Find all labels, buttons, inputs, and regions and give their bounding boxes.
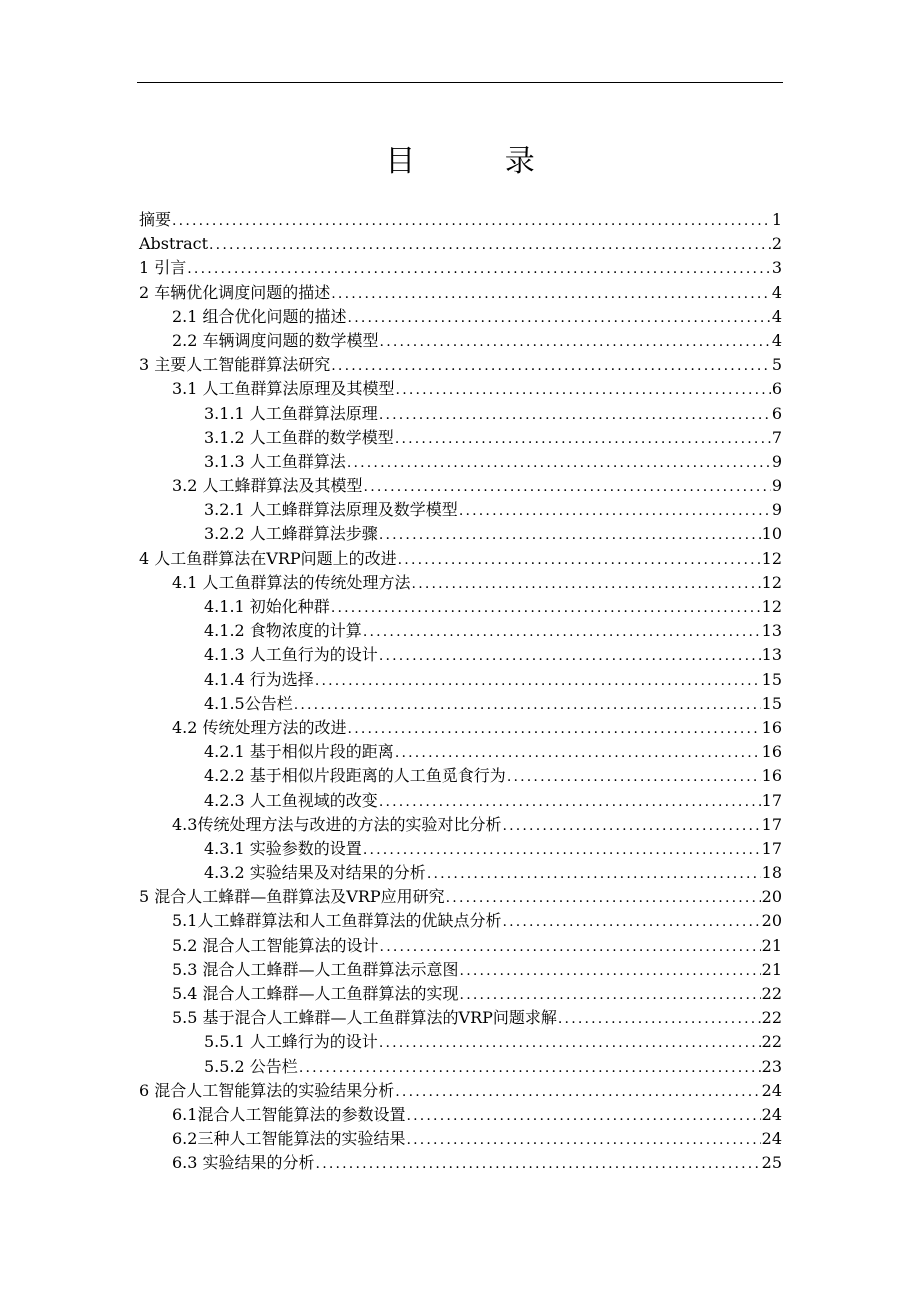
toc-leader-dots	[380, 935, 761, 959]
toc-entry-label: 3.1.3 人工鱼群算法	[204, 451, 346, 471]
toc-leader-dots	[363, 838, 761, 862]
toc-entry-page: 4	[771, 306, 782, 326]
toc-entry-page: 4	[771, 330, 782, 350]
toc-leader-dots	[299, 1056, 761, 1080]
toc-entry[interactable]	[139, 619, 782, 643]
toc-entry[interactable]	[139, 837, 782, 861]
toc-entry-label: 5.4 混合人工蜂群—人工鱼群算法的实现	[172, 984, 459, 1003]
toc-entry-page: 16	[761, 766, 782, 786]
toc-entry-page: 10	[761, 524, 782, 544]
toc-entry[interactable]	[139, 208, 782, 232]
toc-entry[interactable]	[139, 958, 782, 982]
toc-entry[interactable]	[139, 1103, 782, 1127]
toc-entry-page: 6	[771, 379, 782, 399]
toc-entry-label: 3.2.2 人工蜂群算法步骤	[204, 524, 378, 544]
toc-entry-label: Abstract	[139, 234, 209, 254]
toc-leader-dots	[507, 765, 761, 789]
toc-entry-label: 4.1.1 初始化种群	[204, 597, 330, 616]
toc-entry[interactable]	[139, 909, 782, 933]
toc-leader-dots	[395, 741, 761, 765]
toc-entry-label: 3.2 人工蜂群算法及其模型	[172, 476, 363, 496]
toc-entry-label: 4 人工鱼群算法在VRP问题上的改进	[139, 548, 397, 568]
toc-leader-dots	[396, 378, 771, 402]
toc-entry[interactable]	[139, 353, 782, 377]
toc-entry-label: 3 主要人工智能群算法研究	[139, 355, 331, 375]
toc-entry-label: 2.1 组合优化问题的描述	[172, 306, 347, 326]
toc-leader-dots	[460, 959, 761, 983]
toc-entry-page: 9	[771, 451, 782, 471]
toc-leader-dots	[347, 451, 771, 475]
toc-entry[interactable]	[139, 305, 782, 329]
toc-entry-label: 5.5 基于混合人工蜂群—人工鱼群算法的VRP问题求解	[172, 1008, 557, 1028]
toc-leader-dots	[379, 644, 761, 668]
toc-leader-dots	[406, 1104, 760, 1128]
toc-leader-dots	[316, 1152, 761, 1176]
toc-entry[interactable]	[139, 982, 782, 1006]
toc-entry-label: 5.3 混合人工蜂群—人工鱼群算法示意图	[172, 959, 459, 979]
toc-entry[interactable]	[139, 885, 782, 909]
toc-entry-label: 4.3.2 实验结果及对结果的分析	[204, 863, 426, 883]
toc-leader-dots	[412, 572, 761, 596]
toc-entry-page: 9	[771, 500, 782, 520]
toc-leader-dots	[364, 475, 771, 499]
toc-leader-dots	[348, 306, 771, 330]
toc-entry[interactable]	[139, 329, 782, 353]
toc-entry-label: 1 引言	[139, 258, 187, 278]
toc-entry-page: 2	[771, 234, 782, 254]
toc-entry[interactable]	[139, 450, 782, 474]
toc-entry[interactable]	[139, 789, 782, 813]
toc-entry[interactable]	[139, 1127, 782, 1151]
toc-entry-label: 5 混合人工蜂群—鱼群算法及VRP应用研究	[139, 887, 445, 907]
toc-entry-label: 6.1混合人工智能算法的参数设置	[172, 1104, 406, 1124]
toc-leader-dots	[406, 1128, 760, 1152]
toc-leader-dots	[379, 523, 761, 547]
toc-leader-dots	[209, 233, 771, 257]
toc-entry-label: 4.2.1 基于相似片段的距离	[204, 742, 394, 762]
toc-entry-page: 23	[761, 1056, 782, 1076]
toc-entry[interactable]	[139, 498, 782, 522]
toc-leader-dots	[379, 790, 761, 814]
toc-entry-page: 24	[761, 1080, 782, 1100]
toc-leader-dots	[315, 669, 761, 693]
toc-entry[interactable]	[139, 861, 782, 885]
toc-leader-dots	[379, 403, 771, 427]
toc-entry-page: 12	[761, 548, 782, 568]
toc-leader-dots	[348, 717, 761, 741]
toc-entry-page: 1	[771, 210, 782, 229]
toc-entry[interactable]	[139, 813, 782, 837]
toc-entry-label: 3.1.1 人工鱼群算法原理	[204, 403, 378, 423]
toc-leader-dots	[331, 354, 771, 378]
toc-entry-label: 2 车辆优化调度问题的描述	[139, 282, 331, 302]
toc-entry-page: 12	[761, 597, 782, 616]
toc-entry-page: 17	[761, 814, 782, 834]
toc-entry-label: 5.1人工蜂群算法和人工鱼群算法的优缺点分析	[172, 911, 502, 931]
toc-entry-label: 摘要	[139, 210, 172, 229]
toc-entry[interactable]	[139, 232, 782, 256]
page-title: 目 录	[385, 144, 575, 179]
toc-entry-label: 4.3.1 实验参数的设置	[204, 838, 362, 858]
toc-entry-page: 17	[761, 790, 782, 810]
toc-leader-dots	[172, 209, 771, 233]
toc-entry-page: 17	[761, 838, 782, 858]
toc-leader-dots	[380, 330, 771, 354]
toc-entry-label: 6.2三种人工智能算法的实验结果	[172, 1129, 406, 1149]
toc-entry-page: 16	[761, 717, 782, 737]
toc-leader-dots	[395, 1080, 760, 1104]
toc-entry[interactable]	[139, 547, 782, 571]
toc-entry-label: 4.1.5公告栏	[204, 693, 293, 713]
toc-entry-page: 22	[761, 1008, 782, 1028]
toc-entry-page: 12	[761, 572, 782, 592]
toc-entry-page: 15	[761, 669, 782, 689]
toc-entry[interactable]	[139, 764, 782, 788]
toc-entry-label: 4.1 人工鱼群算法的传统处理方法	[172, 572, 411, 592]
toc-entry-page: 5	[771, 355, 782, 375]
toc-entry[interactable]	[139, 740, 782, 764]
toc-entry-page: 25	[761, 1153, 782, 1173]
toc-entry[interactable]	[139, 281, 782, 305]
table-of-contents	[139, 208, 782, 1176]
toc-entry-label: 4.1.3 人工鱼行为的设计	[204, 645, 378, 665]
toc-entry-page: 6	[771, 403, 782, 423]
toc-entry[interactable]	[139, 595, 782, 619]
toc-entry-label: 4.2.3 人工鱼视域的改变	[204, 790, 378, 810]
toc-entry-label: 5.5.1 人工蜂行为的设计	[204, 1032, 378, 1052]
toc-entry[interactable]	[139, 716, 782, 740]
toc-entry-label: 3.1.2 人工鱼群的数学模型	[204, 427, 394, 447]
toc-entry-label: 5.2 混合人工智能算法的设计	[172, 935, 379, 955]
toc-entry[interactable]	[139, 402, 782, 426]
toc-entry[interactable]	[139, 1055, 782, 1079]
toc-entry[interactable]	[139, 1079, 782, 1103]
toc-entry-page: 24	[761, 1129, 782, 1149]
toc-entry-label: 4.1.2 食物浓度的计算	[204, 621, 362, 641]
toc-entry-label: 3.2.1 人工蜂群算法原理及数学模型	[204, 500, 458, 520]
toc-leader-dots	[331, 596, 761, 620]
toc-entry[interactable]	[139, 643, 782, 667]
toc-leader-dots	[502, 814, 760, 838]
toc-entry-label: 4.2 传统处理方法的改进	[172, 717, 347, 737]
toc-entry-label: 5.5.2 公告栏	[204, 1056, 298, 1076]
toc-leader-dots	[558, 1007, 761, 1031]
toc-entry[interactable]	[139, 571, 782, 595]
toc-entry[interactable]	[139, 474, 782, 498]
toc-leader-dots	[363, 620, 761, 644]
toc-entry-page: 13	[761, 645, 782, 665]
header-rule	[137, 82, 783, 83]
toc-leader-dots	[460, 983, 761, 1007]
toc-entry-page: 18	[761, 863, 782, 883]
toc-entry-page: 15	[761, 693, 782, 713]
toc-entry-page: 21	[761, 959, 782, 979]
toc-leader-dots	[379, 1031, 761, 1055]
toc-entry[interactable]	[139, 256, 782, 280]
toc-leader-dots	[294, 693, 761, 717]
toc-leader-dots	[502, 910, 760, 934]
toc-leader-dots	[427, 862, 761, 886]
toc-entry[interactable]	[139, 1030, 782, 1054]
toc-entry-label: 3.1 人工鱼群算法原理及其模型	[172, 379, 395, 399]
toc-entry-label: 6.3 实验结果的分析	[172, 1153, 315, 1173]
toc-entry-label: 4.2.2 基于相似片段距离的人工鱼觅食行为	[204, 766, 506, 786]
toc-entry-page: 7	[771, 427, 782, 447]
toc-entry-page: 24	[761, 1104, 782, 1124]
toc-entry[interactable]	[139, 934, 782, 958]
toc-entry[interactable]	[139, 377, 782, 401]
toc-leader-dots	[446, 886, 761, 910]
toc-entry[interactable]	[139, 692, 782, 716]
toc-entry[interactable]	[139, 1151, 782, 1175]
toc-leader-dots	[395, 427, 771, 451]
toc-entry-label: 6 混合人工智能算法的实验结果分析	[139, 1080, 395, 1100]
toc-entry[interactable]	[139, 668, 782, 692]
toc-entry-page: 20	[761, 887, 782, 907]
toc-leader-dots	[331, 282, 771, 306]
toc-entry-page: 3	[771, 258, 782, 278]
toc-entry-page: 16	[761, 742, 782, 762]
toc-entry[interactable]	[139, 426, 782, 450]
toc-entry[interactable]	[139, 522, 782, 546]
toc-entry-label: 4.3传统处理方法与改进的方法的实验对比分析	[172, 814, 502, 834]
toc-leader-dots	[398, 548, 761, 572]
toc-entry-label: 2.2 车辆调度问题的数学模型	[172, 330, 379, 350]
toc-entry[interactable]	[139, 1006, 782, 1030]
toc-entry-page: 13	[761, 621, 782, 641]
toc-entry-page: 20	[761, 911, 782, 931]
toc-entry-page: 22	[761, 984, 782, 1003]
toc-leader-dots	[187, 257, 771, 281]
toc-leader-dots	[459, 499, 771, 523]
toc-entry-page: 9	[771, 476, 782, 496]
toc-entry-page: 4	[771, 282, 782, 302]
toc-entry-label: 4.1.4 行为选择	[204, 669, 314, 689]
toc-entry-page: 22	[761, 1032, 782, 1052]
toc-entry-page: 21	[761, 935, 782, 955]
